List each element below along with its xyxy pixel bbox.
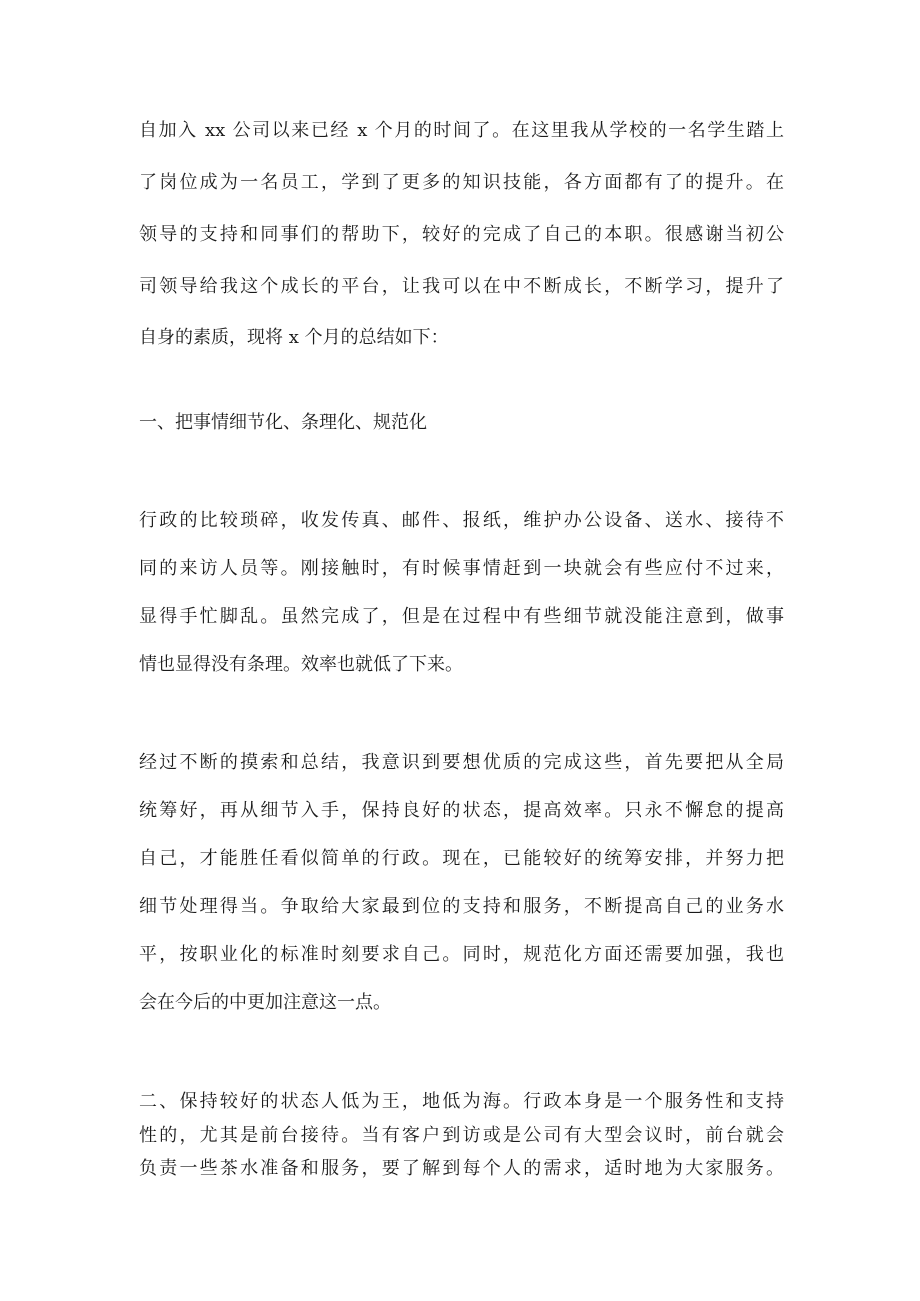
para4-line-2: 性的，尤其是前台接待。当有客户到访或是公司有大型会议时，前台就会 [139, 1125, 784, 1146]
para4-line-1: 二、保持较好的状态人低为王，地低为海。行政本身是一个服务性和支持 [139, 1091, 784, 1112]
intro-line-2: 了岗位成为一名员工，学到了更多的知识技能，各方面都有了的提升。在 [139, 172, 784, 193]
intro-line-3: 领导的支持和同事们的帮助下，较好的完成了自己的本职。很感谢当初公 [139, 224, 784, 245]
para3-line-5: 平，按职业化的标准时刻要求自己。同时，规范化方面还需要加强，我也 [139, 944, 784, 965]
para3-line-3: 自己，才能胜任看似简单的行政。现在，已能较好的统筹安排，并努力把 [139, 848, 784, 869]
intro-line-1: 自加入 xx 公司以来已经 x 个月的时间了。在这里我从学校的一名学生踏上 [139, 120, 784, 141]
section-heading-1: 一、把事情细节化、条理化、规范化 [139, 412, 427, 433]
para2-line-1: 行政的比较琐碎，收发传真、邮件、报纸，维护办公设备、送水、接待不 [139, 510, 784, 531]
para4-line-3: 负责一些茶水准备和服务，要了解到每个人的需求，适时地为大家服务。 [139, 1158, 784, 1179]
para3-line-2: 统筹好，再从细节入手，保持良好的状态，提高效率。只永不懈怠的提高 [139, 800, 784, 821]
para2-line-3: 显得手忙脚乱。虽然完成了，但是在过程中有些细节就没能注意到，做事 [139, 606, 784, 627]
para3-line-1: 经过不断的摸索和总结，我意识到要想优质的完成这些，首先要把从全局 [139, 752, 784, 773]
para2-line-4: 情也显得没有条理。效率也就低了下来。 [139, 654, 463, 675]
para3-line-4: 细节处理得当。争取给大家最到位的支持和服务，不断提高自己的业务水 [139, 896, 784, 917]
intro-line-5: 自身的素质，现将 x 个月的总结如下： [139, 327, 449, 348]
intro-line-4: 司领导给我这个成长的平台，让我可以在中不断成长，不断学习，提升了 [139, 276, 784, 297]
para3-line-6: 会在今后的中更加注意这一点。 [139, 992, 391, 1013]
para2-line-2: 同的来访人员等。刚接触时，有时候事情赶到一块就会有些应付不过来， [139, 558, 784, 579]
